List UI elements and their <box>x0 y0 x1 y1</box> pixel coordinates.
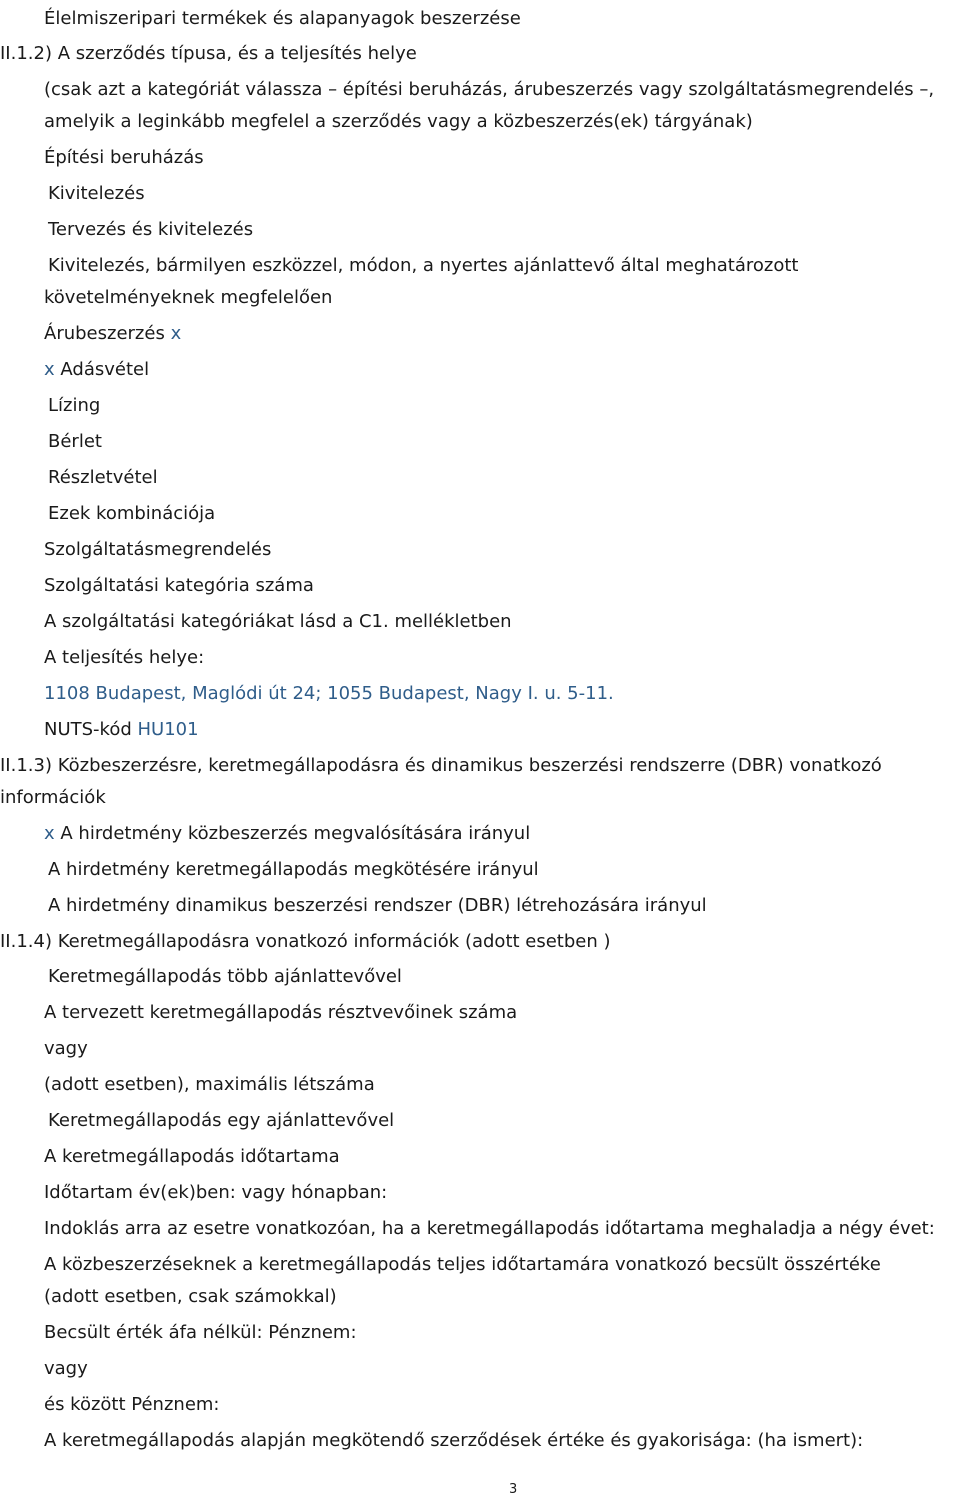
public-procurement-label: A hirdetmény közbeszerzés megvalósítására irányul <box>60 823 531 844</box>
option-execution-any-means: Kivitelezés, bármilyen eszközzel, módon, a nyertes ajánlattevő által meghatározott <box>48 255 799 276</box>
option-combination: Ezek kombinációja <box>48 503 216 524</box>
option-purchase <box>44 359 149 381</box>
purchase-label: Adásvétel <box>60 359 150 380</box>
option-execution: Kivitelezés <box>48 183 145 204</box>
place-of-performance-value: 1108 Budapest, Maglódi út 24; 1055 Budapest, Nagy I. u. 5-11. <box>44 683 614 704</box>
option-design-execution: Tervezés és kivitelezés <box>48 219 254 240</box>
option-works: Építési beruházás <box>44 147 204 168</box>
option-multi-operator: Keretmegállapodás több ajánlattevővel <box>48 966 402 987</box>
max-participants: (adott esetben), maximális létszáma <box>44 1074 375 1095</box>
duration-justification: Indoklás arra az esetre vonatkozóan, ha a keretmegállapodás időtartama meghaladja a négy évet: <box>44 1218 935 1239</box>
total-estimated-value-note: (adott esetben, csak számokkal) <box>44 1286 337 1307</box>
section-heading-ii-1-3-cont: információk <box>0 787 106 808</box>
or-text-2: vagy <box>44 1358 88 1379</box>
option-leasing: Lízing <box>48 395 101 416</box>
page-number: 3 <box>509 1482 518 1497</box>
or-text-1: vagy <box>44 1038 88 1059</box>
option-dps: A hirdetmény dinamikus beszerzési rendszer (DBR) létrehozására irányul <box>48 895 707 916</box>
public-procurement-checkmark: x <box>44 823 55 844</box>
section-heading-ii-1-2: II.1.2) A szerződés típusa, és a teljesítés helye <box>0 43 417 64</box>
option-execution-any-means-cont: követelményeknek megfelelően <box>44 287 333 308</box>
framework-duration: A keretmegállapodás időtartama <box>44 1146 340 1167</box>
contract-value-frequency: A keretmegállapodás alapján megkötendő szerződések értéke és gyakorisága: (ha ismert): <box>44 1430 864 1451</box>
purchase-checkmark: x <box>44 359 55 380</box>
document-title: Élelmiszeripari termékek és alapanyagok beszerzése <box>44 8 521 29</box>
nuts-label: NUTS-kód <box>44 719 132 740</box>
option-framework-agreement: A hirdetmény keretmegállapodás megkötésére irányul <box>48 859 539 880</box>
nuts-code <box>44 719 199 741</box>
option-hire-purchase: Részletvétel <box>48 467 158 488</box>
section-heading-ii-1-3: II.1.3) Közbeszerzésre, keretmegállapodásra és dinamikus beszerzési rendszerre (DBR) vonatkozó <box>0 755 882 776</box>
instruction-line-1: (csak azt a kategóriát válassza – építési beruházás, árubeszerzés vagy szolgáltatásmegrendelés –, <box>44 79 935 100</box>
service-category-annex: A szolgáltatási kategóriákat lásd a C1. mellékletben <box>44 611 512 632</box>
option-single-operator: Keretmegállapodás egy ajánlattevővel <box>48 1110 395 1131</box>
option-public-procurement <box>44 823 530 845</box>
option-rental: Bérlet <box>48 431 102 452</box>
nuts-value: HU101 <box>137 719 199 740</box>
total-estimated-value: A közbeszerzéseknek a keretmegállapodás teljes időtartamára vonatkozó becsült összértéke <box>44 1254 881 1275</box>
estimated-value-excl-vat: Becsült érték áfa nélkül: Pénznem: <box>44 1322 357 1343</box>
value-range: és között Pénznem: <box>44 1394 220 1415</box>
section-heading-ii-1-4: II.1.4) Keretmegállapodásra vonatkozó információk (adott esetben ) <box>0 931 611 952</box>
duration-years-months: Időtartam év(ek)ben: vagy hónapban: <box>44 1182 388 1203</box>
option-services: Szolgáltatásmegrendelés <box>44 539 272 560</box>
instruction-line-2: amelyik a leginkább megfelel a szerződés vagy a közbeszerzés(ek) tárgyának) <box>44 111 753 132</box>
service-category-number: Szolgáltatási kategória száma <box>44 575 314 596</box>
participants-count: A tervezett keretmegállapodás résztvevőinek száma <box>44 1002 518 1023</box>
supplies-label: Árubeszerzés <box>44 323 165 344</box>
option-supplies <box>44 323 181 345</box>
place-of-performance-label: A teljesítés helye: <box>44 647 205 668</box>
supplies-checkmark: x <box>170 323 182 344</box>
